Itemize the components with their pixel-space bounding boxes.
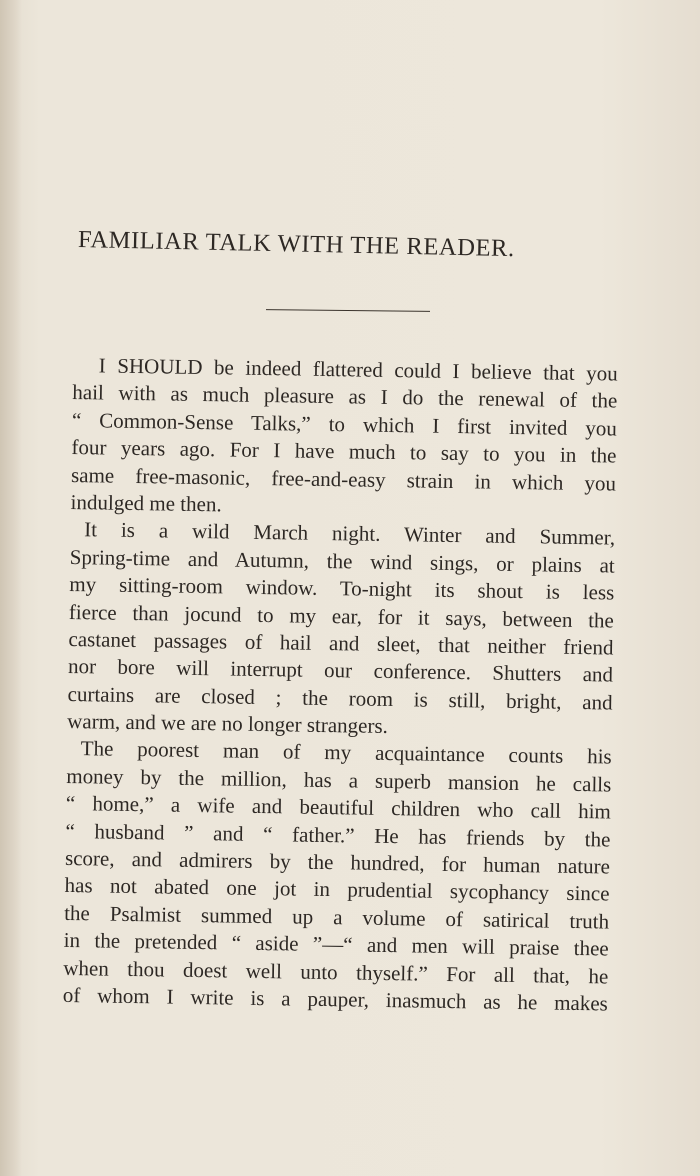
text-line: castanet passages of hail and sleet, that neither friend xyxy=(68,626,614,660)
chapter-title: FAMILIAR TALK WITH THE READER. xyxy=(77,226,516,263)
text-line: Spring-time and Autumn, the wind sings, or plains at xyxy=(69,544,615,578)
text-line: It is a wild March night. Winter and Summer, xyxy=(84,517,616,550)
text-line: money by the million, has a superb mansion he calls xyxy=(66,763,612,797)
body-text xyxy=(63,352,618,1018)
text-line: same free-masonic, free-and-easy strain in which you xyxy=(70,462,617,496)
text-line: my sitting-room window. To-night its shout is less xyxy=(69,572,615,605)
text-line: nor bore will interrupt our conference. Shutters and xyxy=(67,654,614,687)
text-line: hail with as much pleasure as I do the renewal of the xyxy=(72,380,618,413)
text-line: four years ago. For I have much to say to you in the xyxy=(71,435,617,468)
text-line: when thou doest well unto thyself.” For all that, he xyxy=(63,955,609,989)
text-line: has not abated one jot in prudential sycophancy since xyxy=(64,873,610,906)
text-line: curtains are closed ; the room is still, bright, and xyxy=(67,681,613,715)
text-line: “ Common-Sense Talks,” to which I first invited you xyxy=(71,407,618,441)
text-line: score, and admirers by the hundred, for human nature xyxy=(64,845,611,879)
text-line: I SHOULD be indeed flattered could I believe that you xyxy=(98,353,618,386)
page-gutter-shadow xyxy=(0,0,22,1176)
text-line: The poorest man of my acquaintance counts his xyxy=(80,736,612,769)
text-line: “ home,” a wife and beautiful children who call him xyxy=(65,791,612,824)
text-line: the Psalmist summed up a volume of satirical truth xyxy=(64,900,610,934)
text-line: warm, and we are no longer strangers. xyxy=(67,709,389,739)
text-line: “ husband ” and “ father.” He has friends by the xyxy=(65,818,611,852)
text-line: in the pretended “ aside ”—“ and men will praise thee xyxy=(63,928,609,961)
text-line: indulged me then. xyxy=(70,489,222,517)
text-line: fierce than jocund to my ear, for it says, between the xyxy=(68,599,615,633)
text-line: of whom I write is a pauper, inasmuch as he makes xyxy=(62,982,609,1016)
title-rule xyxy=(266,309,430,312)
